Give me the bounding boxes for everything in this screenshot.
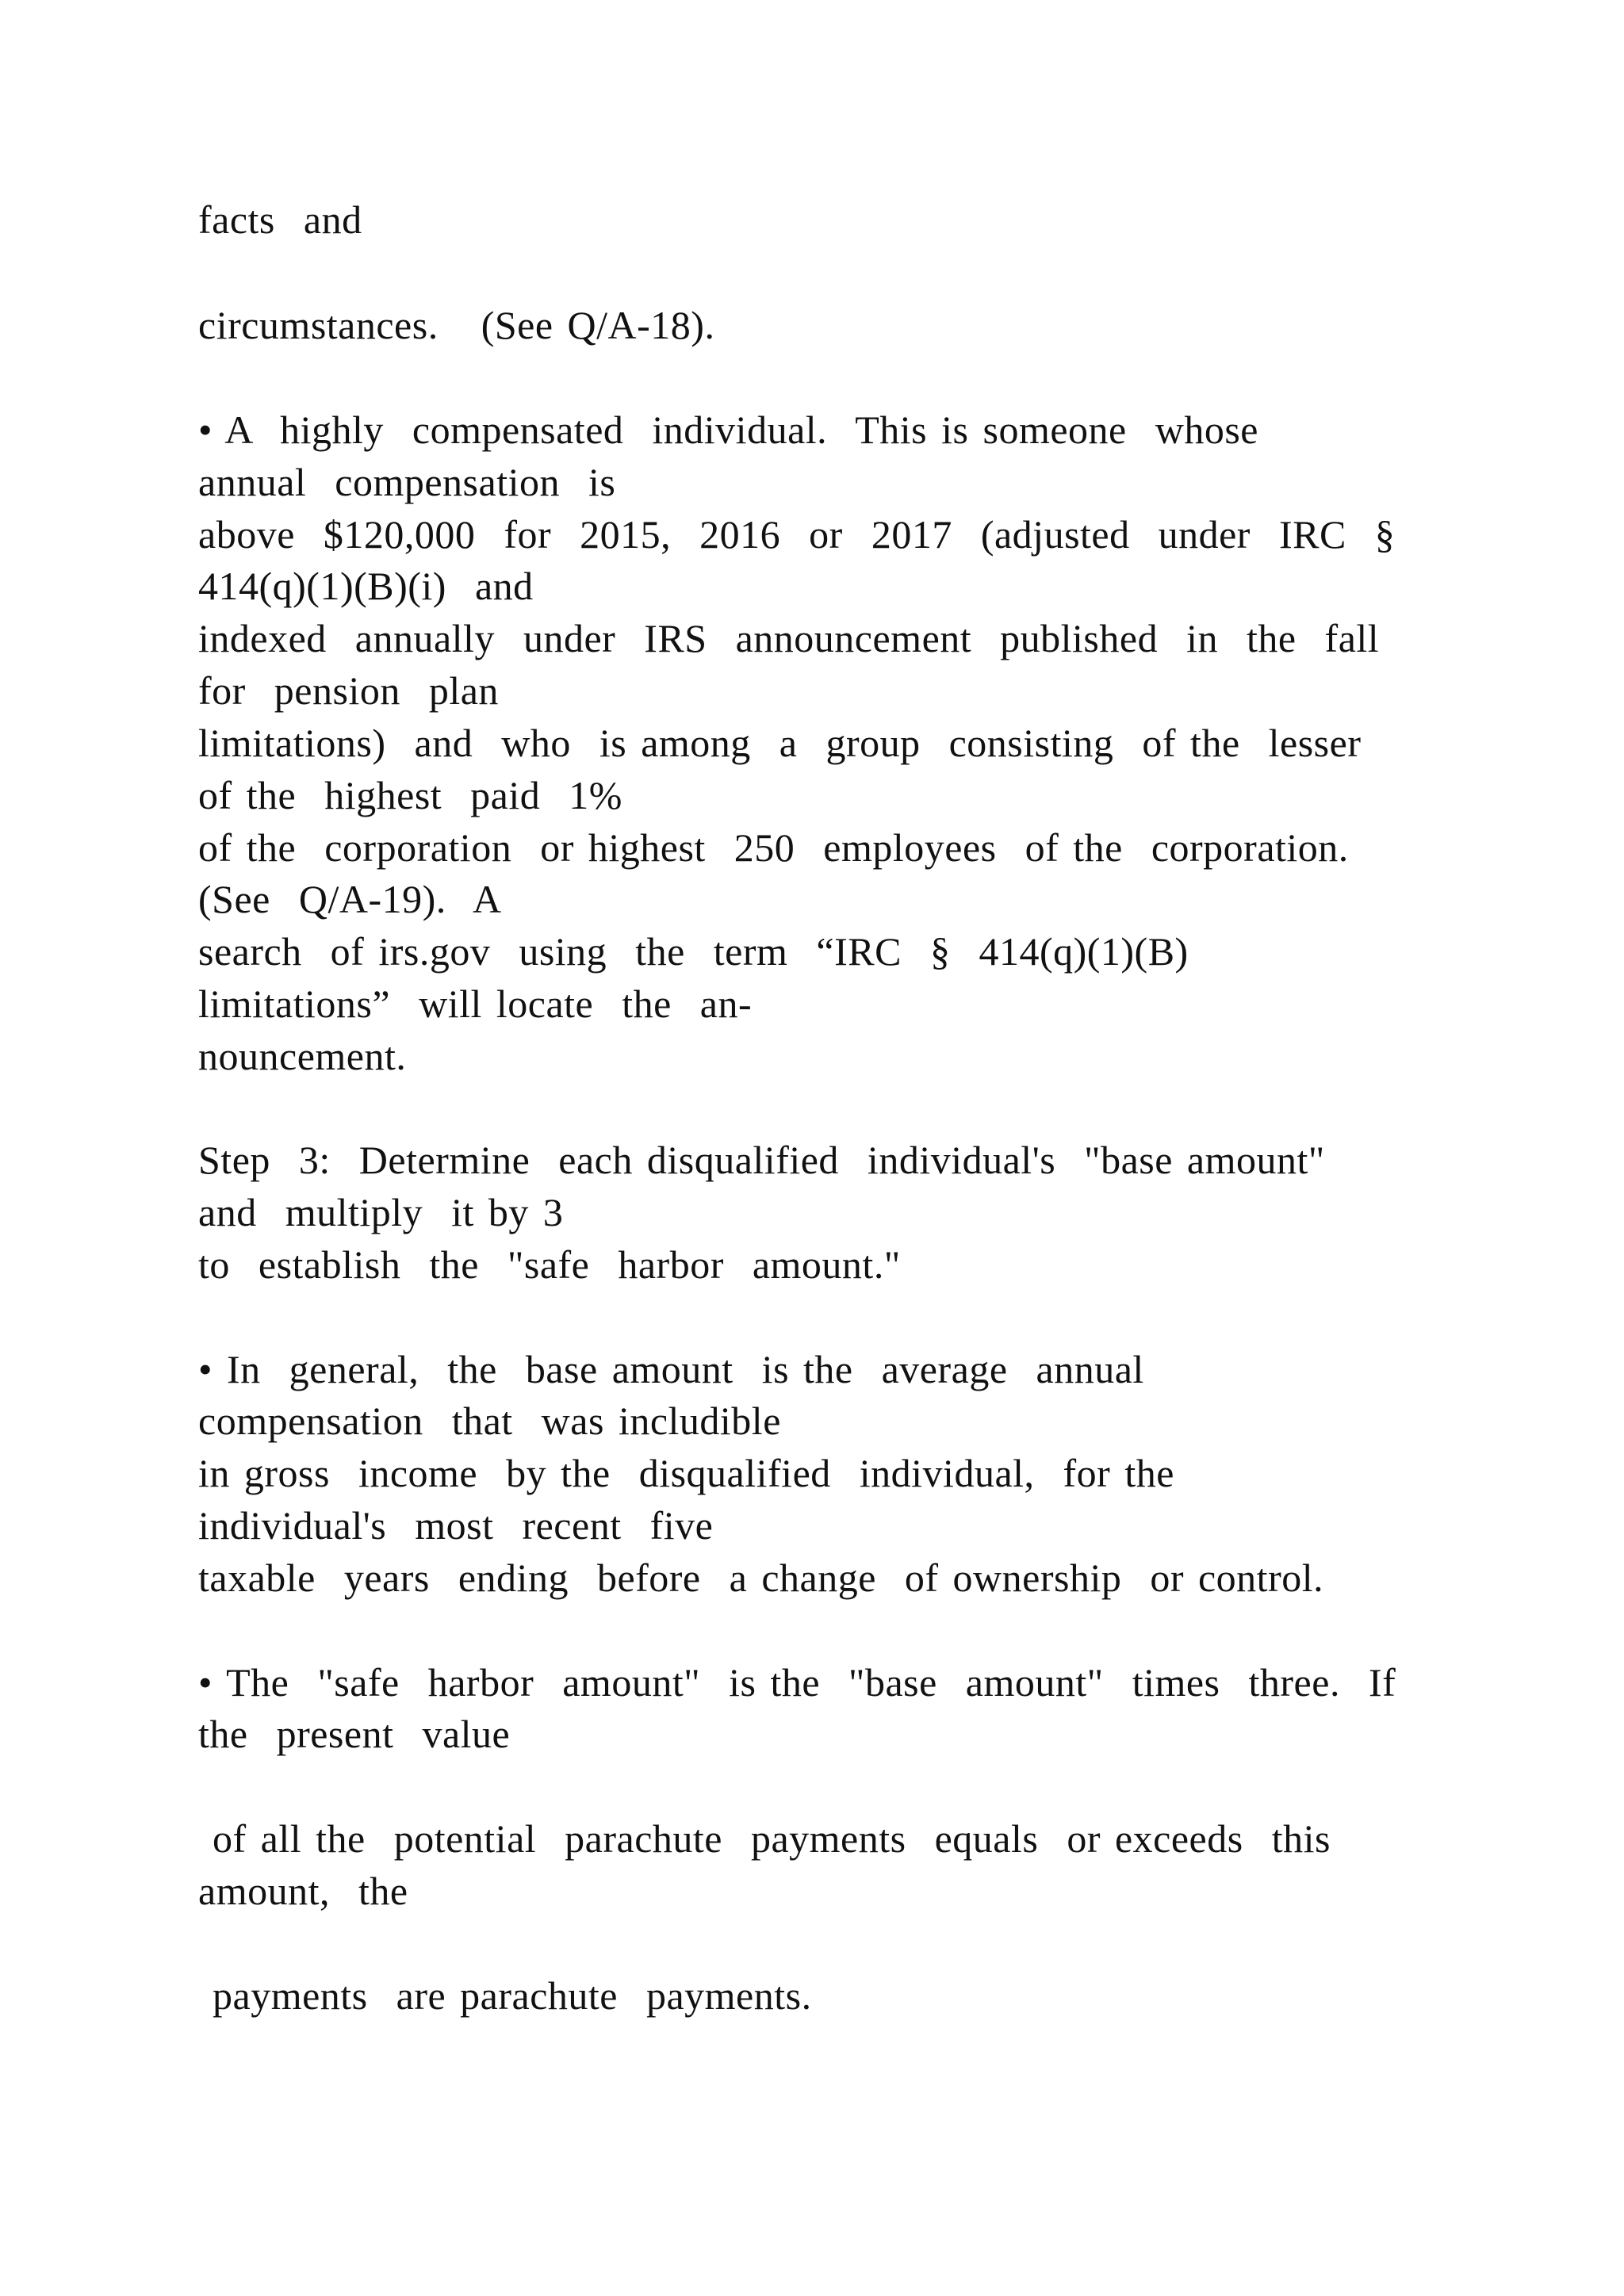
text-line: of the corporation or highest 250 employees of the corporation. bbox=[198, 825, 1349, 870]
text-line: in gross income by the disqualified individual, for the bbox=[198, 1451, 1174, 1495]
text-line: 414(q)(1)(B)(i) and bbox=[198, 564, 534, 608]
text-line: and multiply it by 3 bbox=[198, 1190, 564, 1234]
bullet-text-line: • A highly compensated individual. This is someone whose bbox=[198, 408, 1258, 452]
text-line: limitations) and who is among a group consisting of the lesser bbox=[198, 721, 1362, 765]
text-line: limitations” will locate the an- bbox=[198, 982, 753, 1026]
bullet-text-line: • In general, the base amount is the average annual bbox=[198, 1347, 1144, 1391]
text-line: individual's most recent five bbox=[198, 1503, 714, 1548]
text-line: indexed annually under IRS announcement published in the fall bbox=[198, 616, 1380, 660]
text-line: annual compensation is bbox=[198, 460, 616, 504]
text-line: the present value bbox=[198, 1712, 511, 1756]
step-heading-line: Step 3: Determine each disqualified individual's "base amount" bbox=[198, 1138, 1325, 1182]
text-line: to establish the "safe harbor amount." bbox=[198, 1242, 901, 1287]
bullet-text-line: • The "safe harbor amount" is the "base amount" times three. If bbox=[198, 1660, 1396, 1705]
text-line: facts and bbox=[198, 197, 362, 242]
text-line: search of irs.gov using the term “IRC § 414(q)(1)(B) bbox=[198, 929, 1189, 974]
text-line: of the highest paid 1% bbox=[198, 773, 622, 817]
text-line: nouncement. bbox=[198, 1034, 407, 1078]
text-line: payments are parachute payments. bbox=[198, 1973, 812, 2018]
text-line: circumstances. (See Q/A-18). bbox=[198, 303, 715, 347]
text-line: compensation that was includible bbox=[198, 1399, 781, 1443]
text-line: amount, the bbox=[198, 1869, 408, 1913]
text-line: above $120,000 for 2015, 2016 or 2017 (adjusted under IRC § bbox=[198, 512, 1396, 557]
text-line: for pension plan bbox=[198, 668, 499, 713]
text-line: taxable years ending before a change of ownership or control. bbox=[198, 1556, 1324, 1600]
text-line: (See Q/A-19). A bbox=[198, 877, 502, 921]
text-line: of all the potential parachute payments equals or exceeds this bbox=[198, 1816, 1331, 1861]
